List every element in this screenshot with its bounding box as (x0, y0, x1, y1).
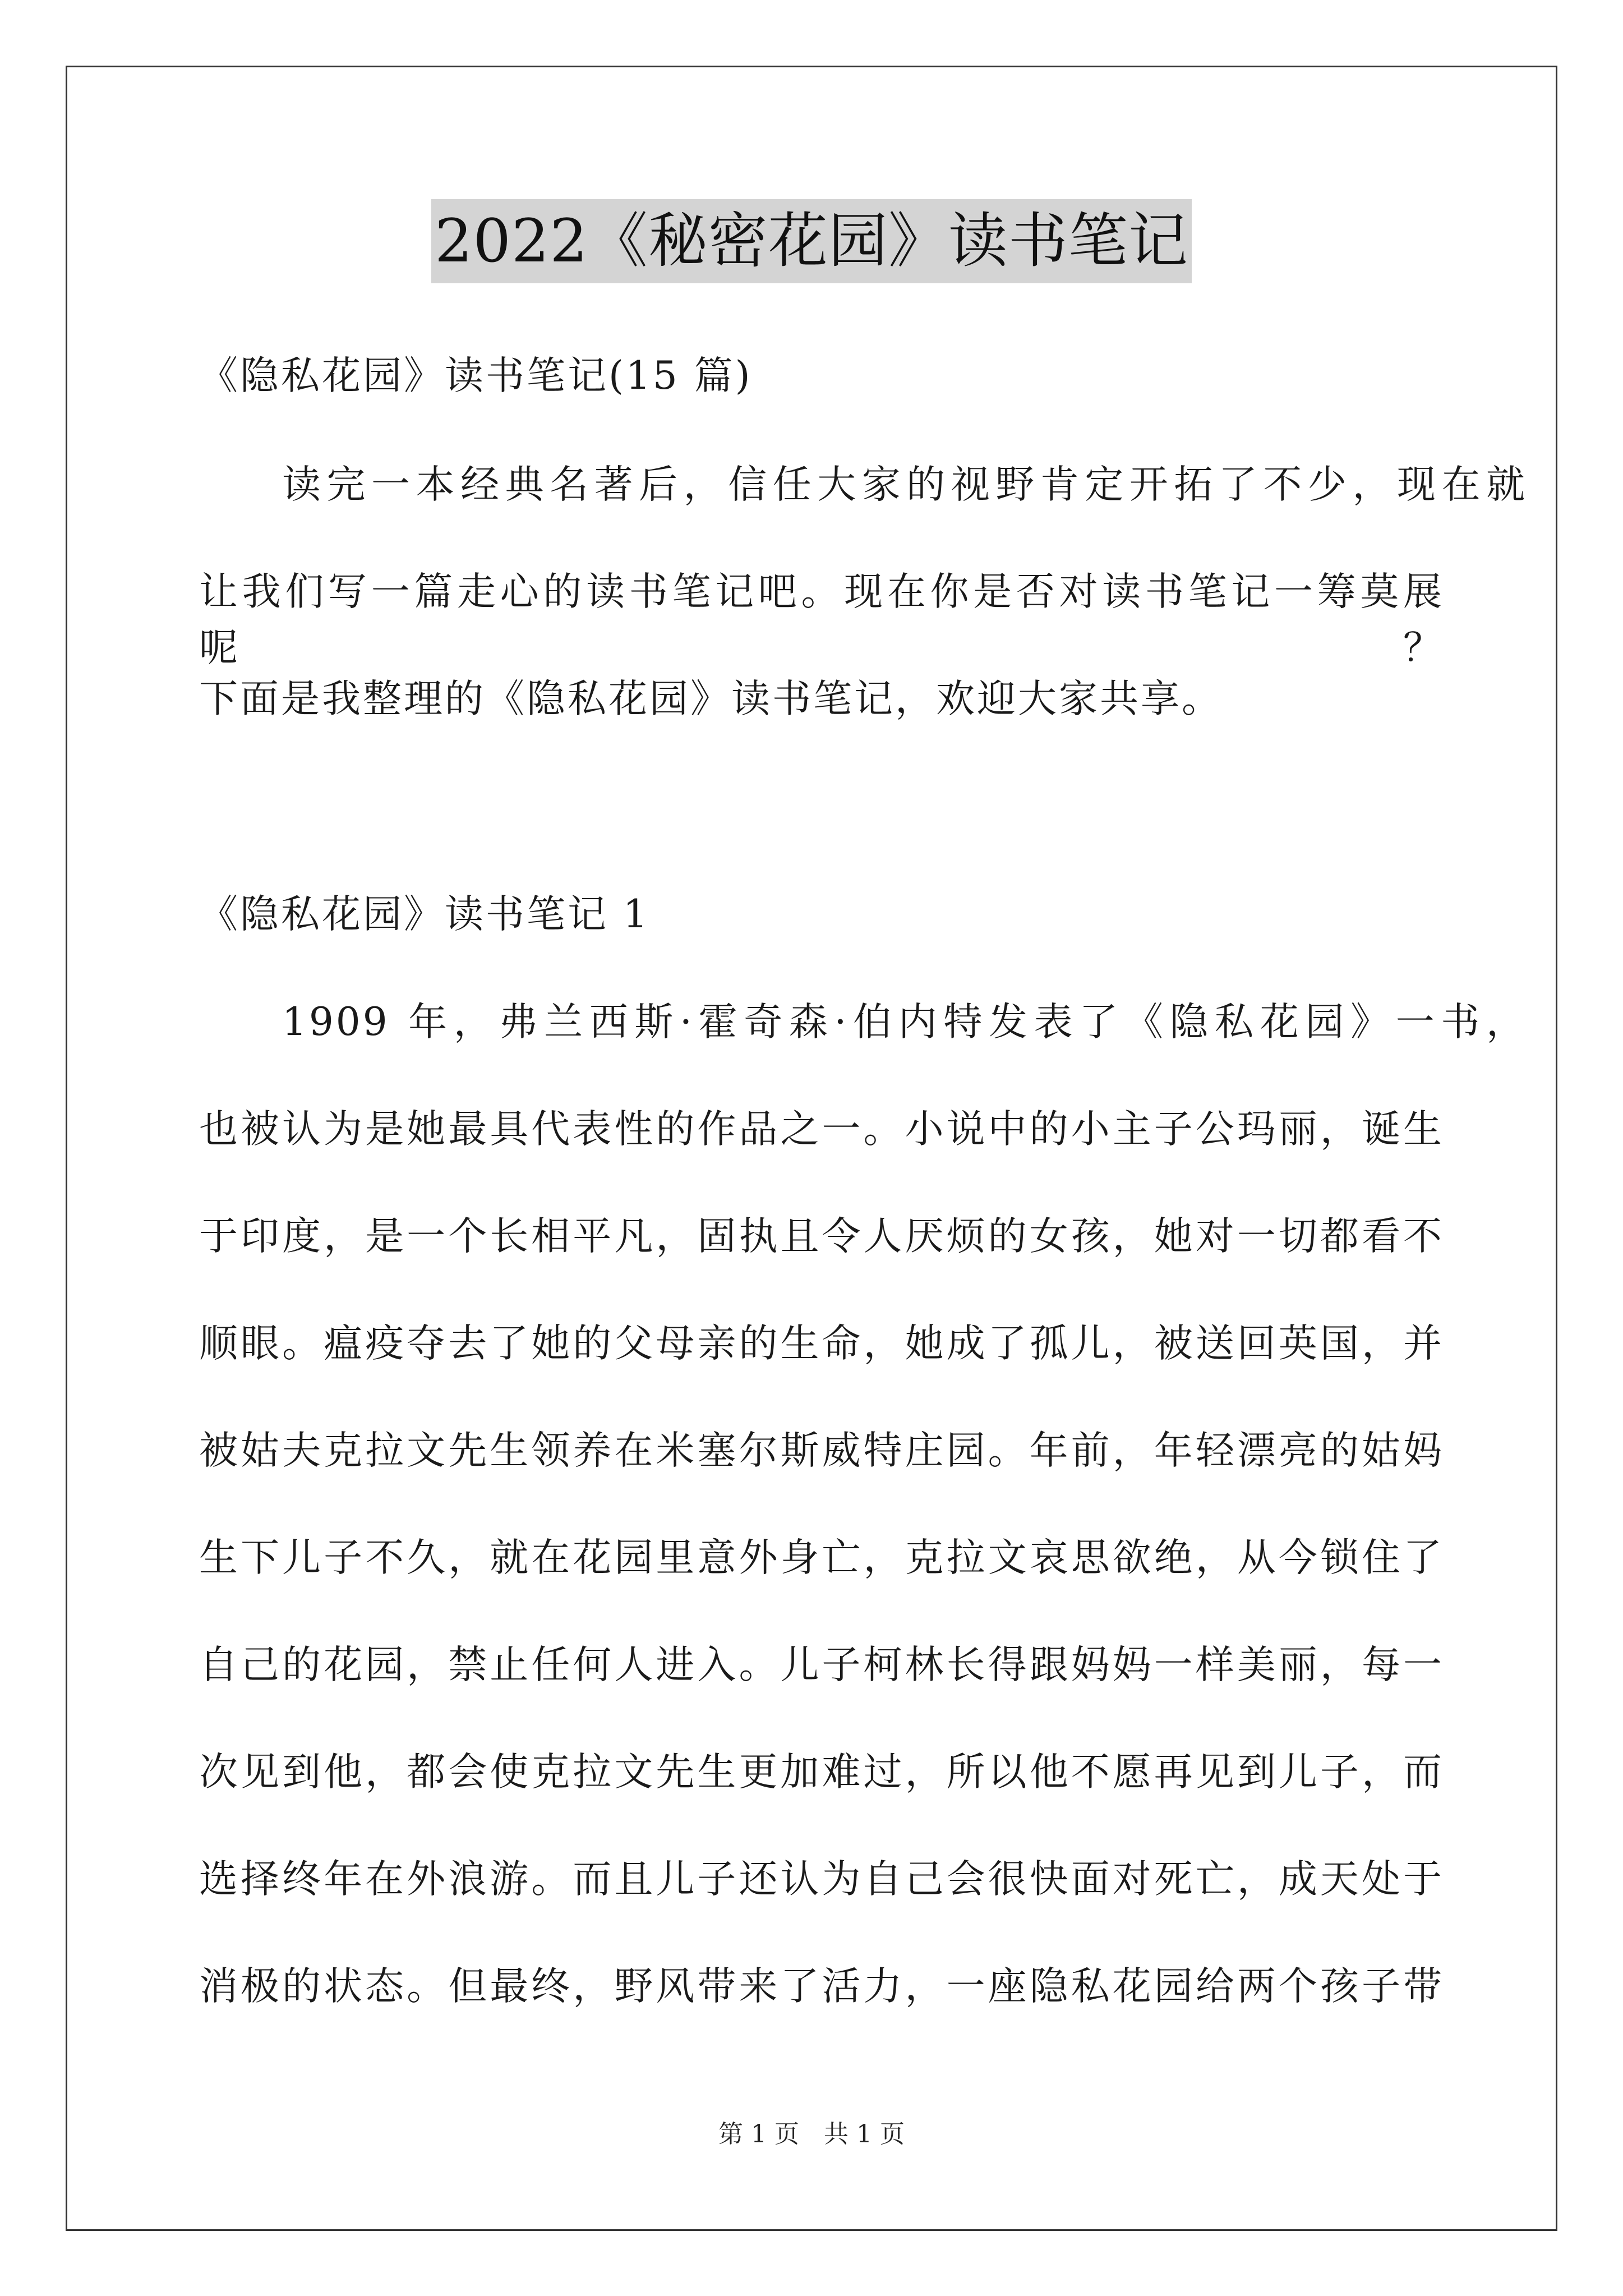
page-footer: 第 1 页 共 1 页 (718, 2120, 905, 2148)
title-container (0, 199, 1623, 283)
body-line: 1909 年，弗兰西斯·霍奇森·伯内特发表了《隐私花园》一书， (282, 1000, 1527, 1045)
body-line: 也被认为是她最具代表性的作品之一。小说中的小主子公玛丽，诞生 (199, 1107, 1444, 1152)
body-line: 于印度，是一个长相平凡，固执且令人厌烦的女孩，她对一切都看不 (199, 1214, 1444, 1259)
section-heading: 《隐私花园》读书笔记 1 (199, 892, 650, 937)
body-line: 选择终年在外浪游。而且儿子还认为自己会很快面对死亡，成天处于 (199, 1857, 1444, 1902)
intro-line: 读完一本经典名著后，信任大家的视野肯定开拓了不少，现在就 (282, 462, 1527, 507)
body-line: 次见到他，都会使克拉文先生更加难过，所以他不愿再见到儿子，而 (199, 1750, 1444, 1795)
document-title: 2022《秘密花园》读书笔记 (431, 199, 1192, 283)
document-subtitle: 《隐私花园》读书笔记(15 篇) (199, 353, 753, 398)
body-line: 顺眼。瘟疫夺去了她的父母亲的生命，她成了孤儿，被送回英国，并 (199, 1321, 1444, 1366)
body-line: 被姑夫克拉文先生领养在米塞尔斯威特庄园。年前，年轻漂亮的姑妈 (199, 1428, 1444, 1473)
body-line: 生下儿子不久，就在花园里意外身亡，克拉文哀思欲绝，从今锁住了 (199, 1535, 1444, 1580)
body-line: 自己的花园，禁止任何人进入。儿子柯林长得跟妈妈一样美丽，每一 (199, 1642, 1444, 1687)
body-line: 消极的状态。但最终，野风带来了活力，一座隐私花园给两个孩子带 (199, 1964, 1444, 2009)
intro-line: 让我们写一篇走心的读书笔记吧。现在你是否对读书笔记一筹莫展呢？ (199, 569, 1444, 670)
intro-line: 下面是我整理的《隐私花园》读书笔记，欢迎大家共享。 (199, 677, 1223, 721)
